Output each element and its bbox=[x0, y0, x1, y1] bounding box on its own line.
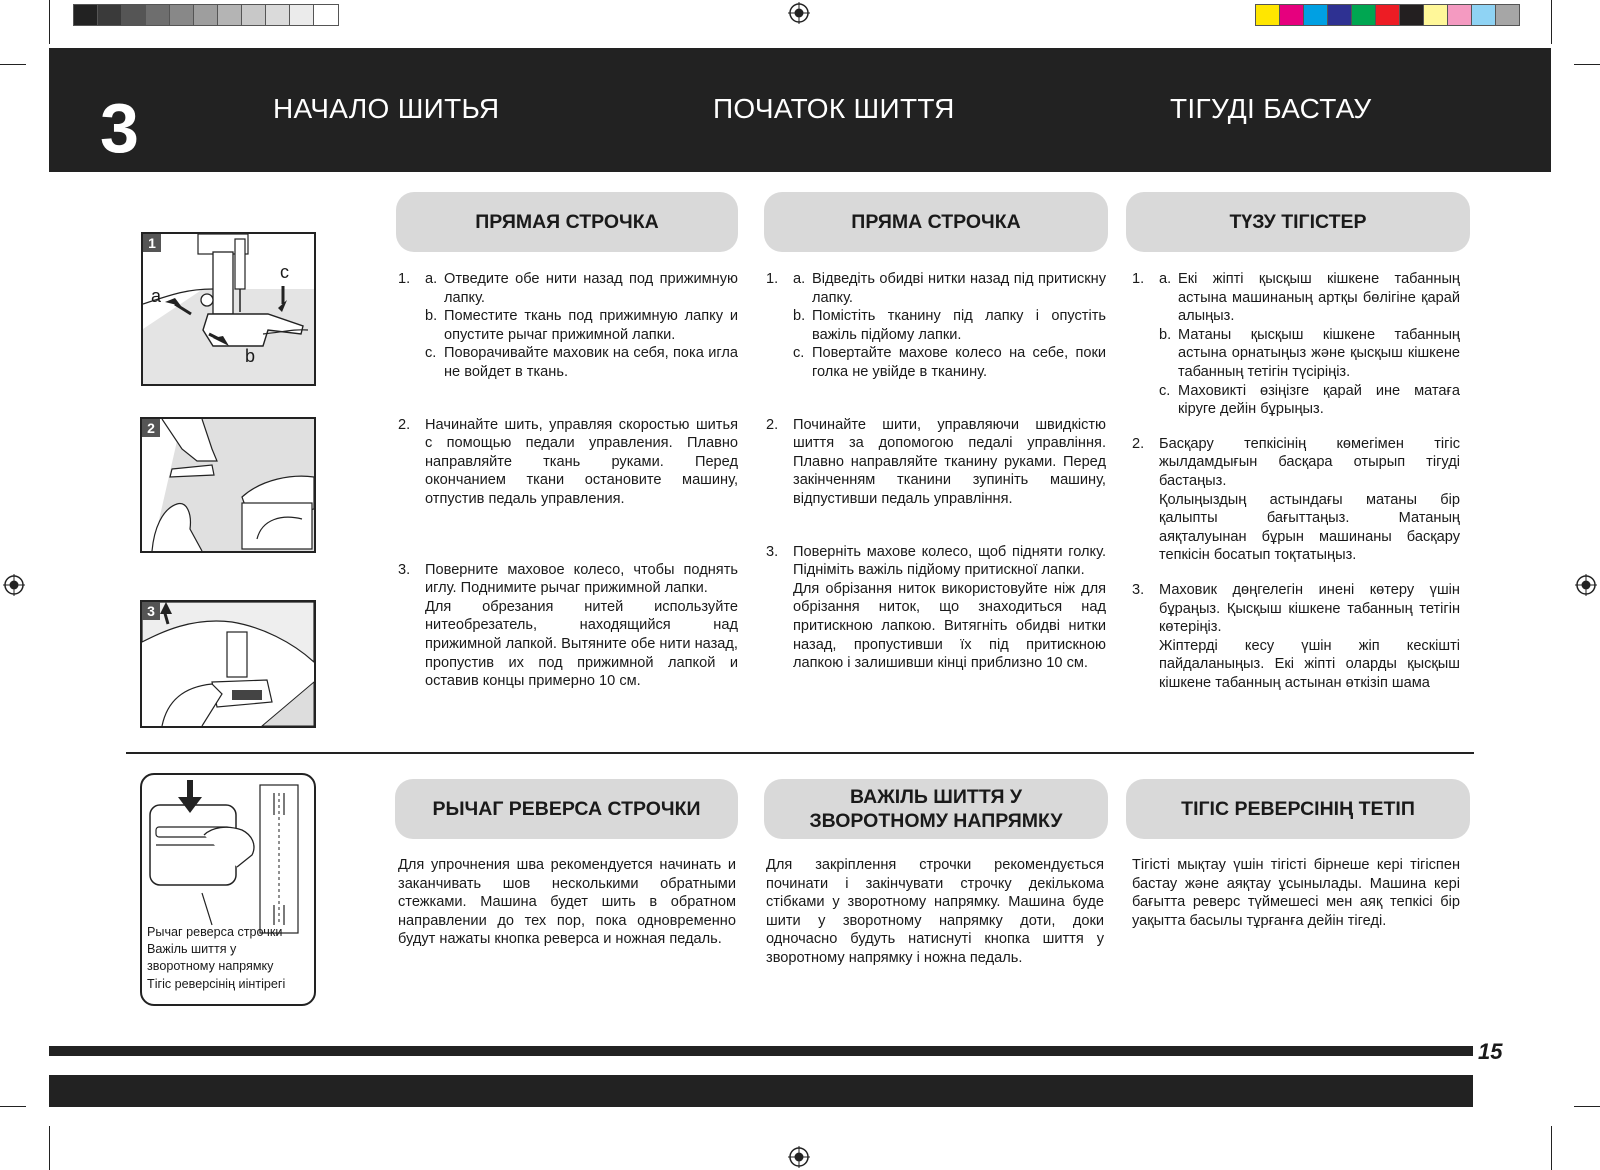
chapter-title-ru: НАЧАЛО ШИТЬЯ bbox=[273, 93, 500, 124]
step-3 bbox=[766, 543, 1106, 673]
step-text: Поверніть махове колесо, щоб підняти голку. Підніміть важіль підйому притискної лапки. bbox=[793, 543, 1106, 579]
figure-number: 3 bbox=[142, 602, 160, 620]
straight-stitch-steps-uk bbox=[766, 270, 1106, 673]
step-number: 2. bbox=[1132, 435, 1145, 452]
figure-3-cutting-threads bbox=[140, 600, 316, 728]
straight-stitch-steps-kk bbox=[1132, 270, 1460, 692]
figure-number: 1 bbox=[143, 234, 161, 252]
crop-mark bbox=[1574, 64, 1600, 65]
step-2 bbox=[398, 416, 738, 509]
crop-mark bbox=[49, 1126, 50, 1170]
heading-straight-stitch-uk: ПРЯМА СТРОЧКА bbox=[764, 192, 1108, 252]
step-letter: b. bbox=[1159, 326, 1172, 343]
step-3 bbox=[398, 561, 738, 691]
reverse-lever-caption bbox=[147, 924, 312, 993]
color-strip bbox=[1255, 2, 1525, 24]
registration-mark-icon bbox=[788, 2, 810, 24]
figure-2-guiding-fabric bbox=[140, 417, 316, 553]
presser-foot-illustration bbox=[143, 234, 314, 384]
step-number: 3. bbox=[1132, 581, 1145, 598]
step-text: Маховикті өзіңізге қарай ине матаға кіруге дейін бұрыңыз. bbox=[1178, 382, 1460, 418]
color-swatch bbox=[1303, 4, 1328, 26]
step-text: Начинайте шить, управляя скоростью шитья с помощью педали управления. Плавно направляйте ткань руками. Перед окончанием ткани остановите машину, отпустив педаль управления. bbox=[425, 416, 738, 507]
crop-mark bbox=[0, 1106, 26, 1107]
color-swatch bbox=[1351, 4, 1376, 26]
figure-label-c: c bbox=[280, 262, 289, 282]
grayscale-strip bbox=[73, 2, 339, 24]
step-text: Қолыңыздың астындағы матаны бір қалыпты бағыттаңыз. Матаның аяқталуынан бұрын машинаны басқару тепкісін босатып тоқтатыңыз. bbox=[1159, 491, 1460, 564]
crop-mark bbox=[1574, 1106, 1600, 1107]
step-1 bbox=[398, 270, 738, 382]
chapter-title-kk: ТІГУДІ БАСТАУ bbox=[1170, 93, 1372, 124]
step-text: Матаны қысқыш кішкене табанның астына орнатыңыз және қысқыш кішкене табанның тетігін түсіріңіз. bbox=[1178, 326, 1460, 380]
step-letter: c. bbox=[793, 345, 805, 362]
reverse-stitch-text-kk: Тігісті мықтау үшін тігісті бірнеше кері тігіспен бастау және аяқтау ұсынылады. Машина кері бағытта реверс түймешесі мен аяқ тепкісі бір уақытта басылы тұрғанға дейін тігеді. bbox=[1132, 857, 1460, 929]
step-letter: a. bbox=[425, 271, 438, 287]
reverse-stitch-text-uk: Для закріплення строчки рекомендується починати і закінчувати строчку декількома стібками у зворотному напрямку. Машина буде шити у зворотному напрямку доти, доки одночасно будуть натиснуті кнопка шиття у зворотному напрямку і ножна педаль. bbox=[766, 857, 1104, 966]
step-text: Екі жіпті қысқыш кішкене табанның астына машинаның артқы бөлігіне қарай алыңыз. bbox=[1178, 271, 1460, 325]
caption-ru: Рычаг реверса строчки bbox=[147, 925, 283, 939]
registration-mark-icon bbox=[3, 574, 25, 596]
straight-stitch-steps-ru bbox=[398, 270, 738, 691]
step-number: 2. bbox=[766, 416, 779, 433]
step-number: 1. bbox=[766, 271, 779, 287]
step-letter: b. bbox=[793, 308, 806, 325]
figure-label-b: b bbox=[245, 346, 256, 366]
step-2 bbox=[766, 416, 1106, 509]
footer-rule bbox=[49, 1046, 1473, 1056]
step-1 bbox=[1132, 270, 1460, 419]
thread-cutter-illustration bbox=[142, 602, 314, 726]
color-swatch bbox=[1255, 4, 1280, 26]
step-text: Поверните маховое колесо, чтобы поднять иглу. Поднимите рычаг прижимной лапки. bbox=[425, 561, 738, 597]
step-text: Повертайте махове колесо на себе, поки голка не увійде в тканину. bbox=[812, 345, 1106, 380]
figure-label-a: a bbox=[151, 286, 162, 306]
color-swatch bbox=[1471, 4, 1496, 26]
step-text: Починайте шити, управляючи швидкістю шиття за допомогою педалі управління. Плавно направляйте тканину руками. Перед закінченням тканини зупиніть машину, відпустивши педаль управління. bbox=[793, 416, 1106, 507]
step-number: 2. bbox=[398, 416, 411, 433]
crop-mark bbox=[1551, 1126, 1552, 1170]
caption-uk-line1: Важіль шиття у bbox=[147, 942, 237, 957]
figure-number: 2 bbox=[142, 419, 160, 437]
step-letter: b. bbox=[425, 308, 438, 325]
step-text: Отведите обе нити назад под прижимную лапку. bbox=[444, 271, 738, 306]
color-swatch bbox=[1495, 4, 1520, 26]
color-swatch bbox=[1327, 4, 1352, 26]
footer-band bbox=[49, 1075, 1473, 1107]
step-text: Басқару тепкісінің көмегімен тігіс жылдамдығын басқара отырып тігуді бастаңыз. bbox=[1159, 435, 1460, 489]
heading-reverse-stitch-kk: ТІГІС РЕВЕРСІНІҢ ТЕТІП bbox=[1126, 779, 1470, 839]
crop-mark bbox=[1551, 0, 1552, 44]
registration-mark-icon bbox=[1575, 574, 1597, 596]
heading-straight-stitch-kk: ТҮЗУ ТІГІСТЕР bbox=[1126, 192, 1470, 252]
heading-line: ЗВОРОТНОМУ НАПРЯМКУ bbox=[809, 810, 1063, 832]
caption-uk-line2: зворотному напрямку bbox=[147, 959, 274, 974]
registration-mark-icon bbox=[788, 1146, 810, 1168]
heading-line: ВАЖІЛЬ ШИТТЯ У bbox=[849, 786, 1023, 808]
step-text: Для обрезания нитей используйте нитеобрезатель, находящийся над прижимной лапкой. Вытяните обе нити назад, пропустив их под прижимной лапкой и оставив концы примерно 10 см. bbox=[425, 598, 738, 690]
crop-mark bbox=[0, 64, 26, 65]
color-swatch bbox=[1399, 4, 1424, 26]
caption-kk: Тігіс реверсінің иінтірегі bbox=[147, 976, 286, 991]
step-letter: c. bbox=[1159, 382, 1171, 399]
crop-mark bbox=[49, 0, 50, 44]
step-1 bbox=[766, 270, 1106, 382]
color-swatch bbox=[1279, 4, 1304, 26]
step-text: Помістіть тканину під лапку і опустіть важіль підйому лапки. bbox=[812, 308, 1106, 343]
step-2 bbox=[1132, 435, 1460, 565]
step-text: Поворачивайте маховик на себя, пока игла не войдет в ткань. bbox=[444, 345, 738, 380]
heading-reverse-stitch-ru: РЫЧАГ РЕВЕРСА СТРОЧКИ bbox=[395, 779, 738, 839]
heading-straight-stitch-ru: ПРЯМАЯ СТРОЧКА bbox=[396, 192, 738, 252]
color-swatch bbox=[1375, 4, 1400, 26]
color-swatch bbox=[1423, 4, 1448, 26]
chapter-number: 3 bbox=[100, 89, 139, 167]
step-number: 1. bbox=[398, 271, 411, 287]
step-3 bbox=[1132, 581, 1460, 693]
step-number: 3. bbox=[766, 543, 779, 560]
figure-reverse-lever bbox=[140, 773, 316, 1006]
step-letter: c. bbox=[425, 345, 437, 362]
guiding-fabric-illustration bbox=[142, 419, 314, 551]
step-text: Поместите ткань под прижимную лапку и опустите рычаг прижимной лапки. bbox=[444, 308, 738, 343]
chapter-title-uk: ПОЧАТОК ШИТТЯ bbox=[713, 93, 955, 124]
figure-1-presser-foot bbox=[141, 232, 316, 386]
step-text: Маховик дөңгелегін инені көтеру үшін бұраңыз. Қысқыш кішкене табанның тетігін көтеріңіз. bbox=[1159, 581, 1460, 636]
step-text: Відведіть обидві нитки назад під притискну лапку. bbox=[812, 271, 1106, 306]
step-letter: a. bbox=[793, 271, 806, 287]
color-swatch bbox=[1447, 4, 1472, 26]
section-divider bbox=[126, 752, 1474, 754]
step-number: 3. bbox=[398, 561, 411, 578]
heading-reverse-stitch-uk bbox=[764, 779, 1108, 839]
step-letter: a. bbox=[1159, 271, 1172, 287]
step-text: Для обрізання ниток використовуйте ніж для обрізання ниток, що знаходиться над притискною лапкою. Витягніть обидві нитки назад, пропустивши їх під притискною лапкою і залишивши кінці приблизно 10 см. bbox=[793, 580, 1106, 672]
page-number: 15 bbox=[1478, 1039, 1503, 1064]
reverse-stitch-text-ru: Для упрочнения шва рекомендуется начинать и заканчивать шов несколькими обратными стежками. Машина будет шить в обратном направлении до тех пор, пока одновременно будут нажаты кнопка реверса и ножная педаль. bbox=[398, 857, 736, 948]
step-number: 1. bbox=[1132, 271, 1145, 287]
step-text: Жіптерді кесу үшін жіп кескішті пайдаланыңыз. Екі жіпті оларды қысқыш кішкене табанның астынан өткізіп шама bbox=[1159, 637, 1460, 691]
